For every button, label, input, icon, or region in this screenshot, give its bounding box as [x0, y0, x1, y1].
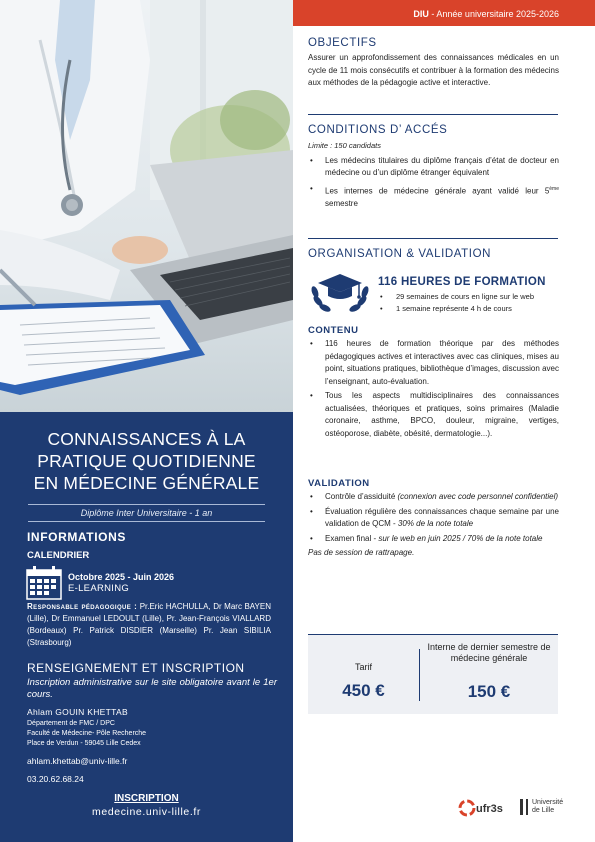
- academic-year-bar: [293, 0, 595, 26]
- section-divider: [308, 238, 558, 239]
- contact-email-link[interactable]: ahlam.khettab@univ-lille.fr: [27, 756, 128, 766]
- calendar-heading: CALENDRIER: [27, 550, 90, 561]
- contenu-heading: CONTENU: [308, 325, 359, 336]
- validation-section: [308, 478, 559, 560]
- condition-item: • Les médecins titulaires du diplôme français d’état de docteur en médecine ou d’un diplôme étranger équivalent: [308, 155, 559, 180]
- title-line: CONNAISSANCES À LA: [47, 429, 246, 449]
- address-line: Département de FMC / DPC: [27, 720, 115, 727]
- univ-lille-line: Université: [532, 799, 564, 806]
- diploma-type: Diplôme Inter Universitaire - 1 an: [28, 504, 265, 522]
- validation-item: • Évaluation régulière des connaissances chaque semaine par une validation de QCM - 30% de la note totale: [308, 506, 559, 531]
- contact-address: [27, 719, 146, 749]
- conditions-section: [308, 124, 559, 210]
- contenu-section: [308, 325, 559, 440]
- ufr3s-logo: [458, 798, 510, 818]
- responsable-label: Responsable pédagogique :: [27, 602, 138, 611]
- ufr3s-text: ufr3s: [476, 803, 503, 815]
- title-line: PRATIQUE QUOTIDIENNE: [37, 451, 256, 471]
- renseignement-heading: RENSEIGNEMENT ET INSCRIPTION: [27, 661, 245, 675]
- doctor-laptop-photo: [0, 0, 293, 412]
- program-title: [0, 412, 293, 522]
- conditions-heading: CONDITIONS D’ ACCÉS: [308, 124, 448, 136]
- address-line: Faculté de Médecine- Pôle Recherche: [27, 730, 147, 737]
- contact-name: Ahlam GOUIN KHETTAB: [27, 707, 128, 717]
- contenu-item: • Tous les aspects multidisciplinaires des connaissances actualisées, théoriques et pratiques, soins primaires (Maladie coronaire, asthme, BPCO, douleur, migraine, vertiges, ostéoporose, diabète, obésité, dermatologie...).: [308, 390, 559, 440]
- academic-year: - Année universitaire 2025-2026: [428, 9, 559, 19]
- objectifs-heading: OBJECTIFS: [308, 37, 377, 49]
- graduation-cap-icon: [307, 270, 373, 314]
- inscription-url-link[interactable]: medecine.univ-lille.fr: [92, 806, 201, 818]
- hours-item: • 1 semaine représente 4 h de cours: [378, 303, 568, 315]
- price-standard: 450 €: [342, 681, 385, 700]
- informations-heading: INFORMATIONS: [27, 530, 126, 544]
- calendar-icon: [26, 566, 62, 600]
- hours-item: • 29 semaines de cours en ligne sur le web: [378, 291, 568, 303]
- renseignement-text: Inscription administrative sur le site obligatoire avant le 1er cours.: [27, 677, 277, 700]
- objectifs-text: Assurer un approfondissement des connaissances médicales en un cycle de 11 mois consécutifs et contribuer à la formation des médecins aux méthodes de la pédagogie active et interactive.: [308, 53, 559, 87]
- univ-lille-line: de Lille: [532, 807, 555, 814]
- validation-item: • Examen final - sur le web en juin 2025 / 70% de la note totale: [308, 533, 559, 546]
- price-label-standard: Tarif: [354, 662, 372, 672]
- hours-title: 116 HEURES DE FORMATION: [378, 276, 546, 288]
- universite-lille-logo: [520, 799, 563, 815]
- section-divider: [308, 114, 558, 115]
- contenu-item: • 116 heures de formation théorique par des méthodes pédagogiques actives et interactives avec cas cliniques, mises au point, situations pratiques, bibliothèque d’images, discussion avec l’enseignant, auto-évaluation.: [308, 338, 559, 388]
- condition-item: • Les internes de médecine générale ayant validé leur 5ème semestre: [308, 183, 559, 211]
- validation-item: • Contrôle d’assiduité (connexion avec code personnel confidentiel): [308, 491, 559, 504]
- responsable-names: Pr.Eric HACHULLA, Dr Marc BAYEN (Lille), Dr Emmanuel LEDOULT (Lille), Pr. Jean-François VIALLARD (Bordeaux) Pr. Patrick DISDIER (Marseille) Pr. Jean SIBILIA (Strasbourg): [27, 602, 271, 647]
- price-intern: 150 €: [467, 682, 511, 701]
- contact-phone: 03.20.62.68.24: [27, 774, 84, 784]
- no-rattrapage-note: Pas de session de rattrapage.: [308, 548, 415, 557]
- organisation-heading-wrap: [308, 248, 559, 260]
- conditions-limit: Limite : 150 candidats: [308, 141, 381, 150]
- title-line: EN MÉDECINE GÉNÉRALE: [33, 473, 260, 493]
- hours-details: [378, 291, 568, 315]
- address-line: Place de Verdun - 59045 Lille Cedex: [27, 740, 141, 747]
- course-dates: Octobre 2025 - Juin 2026: [68, 572, 175, 582]
- left-panel: [0, 0, 293, 842]
- objectifs-section: [308, 37, 559, 90]
- course-mode: E-LEARNING: [68, 583, 130, 594]
- validation-heading: VALIDATION: [308, 478, 370, 489]
- price-label-intern: Interne de dernier semestre de médecine générale: [427, 642, 551, 663]
- inscription-heading: INSCRIPTION: [114, 793, 179, 804]
- pricing-box: [308, 634, 558, 714]
- responsables: [27, 601, 271, 649]
- organisation-heading: ORGANISATION & VALIDATION: [308, 248, 492, 260]
- diu-label: DIU: [413, 9, 429, 19]
